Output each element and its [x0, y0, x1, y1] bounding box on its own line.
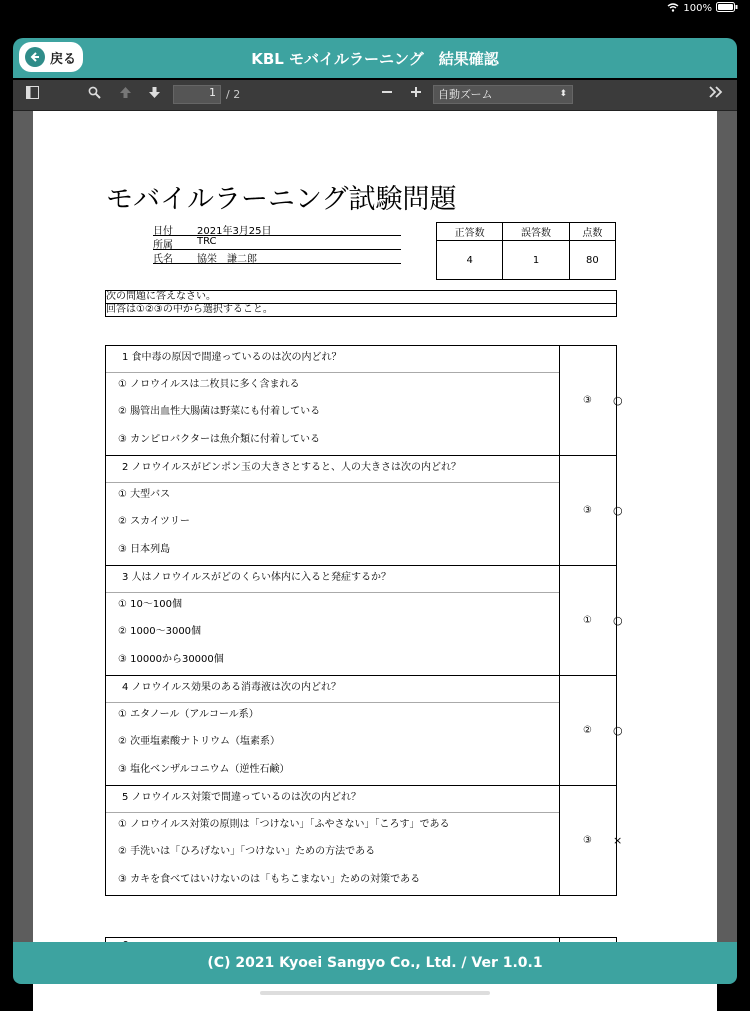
app-footer: [13, 942, 737, 984]
option: ② 手洗いは「ひろげない」「つけない」ための方法である: [118, 846, 376, 857]
option: ② 次亜塩素酸ナトリウム（塩素系）: [118, 736, 281, 747]
option: ② 腸管出血性大腸菌は野菜にも付着している: [118, 406, 321, 417]
score-header: 点数: [569, 223, 615, 241]
question-text: 4 ノロウイルス効果のある消毒液は次の内どれ？: [122, 682, 341, 693]
option: ③ 日本列島: [118, 544, 171, 555]
selected-answer: ②: [583, 725, 592, 736]
status-bar: [667, 2, 738, 15]
tools-menu-icon[interactable]: [709, 86, 723, 102]
question-block: [105, 345, 617, 456]
zoom-in-icon[interactable]: [410, 86, 422, 102]
battery-icon: [716, 2, 738, 15]
zoom-out-icon[interactable]: [381, 86, 393, 102]
result-mark: ○: [613, 614, 623, 627]
question-body: [106, 676, 560, 785]
result-mark: ×: [613, 834, 623, 847]
question-text: 3 人はノロウイルスがどのくらい体内に入ると発症するか？: [122, 572, 391, 583]
score-header: 誤答数: [503, 223, 569, 241]
option: ① エタノール（アルコール系）: [118, 709, 259, 720]
divider: [106, 372, 559, 373]
result-mark: ○: [613, 394, 623, 407]
info-value: 2021年3月25日: [197, 226, 272, 237]
instructions-box: [105, 290, 617, 317]
info-label: 日付: [153, 226, 173, 237]
info-value: 協栄 謙二郎: [197, 254, 257, 265]
previous-page-icon[interactable]: [119, 86, 132, 103]
option: ① ノロウイルス対策の原則は「つけない」「ふやさない」「ころす」である: [118, 819, 450, 830]
instruction-line: 回答は①②③の中から選択すること。: [106, 303, 616, 316]
selected-answer: ①: [583, 615, 592, 626]
option: ② スカイツリー: [118, 516, 190, 527]
divider: [106, 702, 559, 703]
correct-count: 4: [437, 241, 503, 280]
pdf-toolbar: [13, 80, 737, 111]
score-header: 正答数: [437, 223, 503, 241]
question-text: 2 ノロウイルスがピンポン玉の大きさとすると、人の大きさは次の内どれ？: [122, 462, 461, 473]
battery-percent: 100%: [683, 3, 712, 14]
examinee-info: [153, 222, 401, 264]
page-total: / 2: [226, 88, 241, 101]
copyright-text: (C) 2021 Kyoei Sangyo Co., Ltd. / Ver 1.0.1: [207, 955, 543, 971]
info-label: 氏名: [153, 254, 173, 265]
page-number-input[interactable]: 1: [173, 85, 221, 104]
selected-answer: ③: [583, 505, 592, 516]
result-mark: ○: [613, 504, 623, 517]
option: ① 大型バス: [118, 489, 171, 500]
selected-answer: ③: [583, 395, 592, 406]
chevron-updown-icon: ⬍: [559, 89, 567, 99]
option: ① 10～100個: [118, 599, 182, 610]
option: ③ 10000から30000個: [118, 654, 224, 665]
info-row: [153, 250, 401, 264]
home-indicator[interactable]: [260, 991, 490, 995]
question-block: [105, 565, 617, 676]
question-body: [106, 456, 560, 565]
sidebar-toggle-icon[interactable]: [26, 86, 39, 103]
instruction-line: 次の問題に答えなさい。: [106, 291, 216, 302]
divider: [106, 592, 559, 593]
search-icon[interactable]: [88, 86, 101, 103]
option: ② 1000～3000個: [118, 626, 202, 637]
question-body: [106, 566, 560, 675]
total-score: 80: [569, 241, 615, 280]
question-text: 1 食中毒の原因で間違っているのは次の内どれ？: [122, 352, 342, 363]
app-header: [13, 38, 737, 78]
question-body: [106, 786, 560, 895]
option: ① ノロウイルスは二枚貝に多く含まれる: [118, 379, 300, 390]
info-value: TRC: [197, 236, 217, 247]
app-title: KBL モバイルラーニング 結果確認: [251, 50, 499, 68]
question-block: [105, 675, 617, 786]
question-block: [105, 785, 617, 896]
document-title: モバイルラーニング試験問題: [106, 184, 457, 215]
wifi-icon: [667, 3, 679, 15]
question-body: [106, 346, 560, 455]
info-label: 所属: [153, 240, 173, 251]
selected-answer: ③: [583, 835, 592, 846]
score-table: [436, 222, 616, 280]
pdf-page: [33, 111, 717, 1011]
next-page-icon[interactable]: [148, 86, 161, 103]
info-row: [153, 222, 401, 236]
result-mark: ○: [613, 724, 623, 737]
back-label: 戻る: [50, 51, 77, 67]
divider: [106, 812, 559, 813]
incorrect-count: 1: [503, 241, 569, 280]
divider: [106, 482, 559, 483]
question-text: 5 ノロウイルス対策で間違っているのは次の内どれ？: [122, 792, 361, 803]
info-row: [153, 236, 401, 250]
option: ③ 塩化ベンザルコニウム（逆性石鹸）: [118, 764, 290, 775]
option: ③ カンピロバクターは魚介類に付着している: [118, 434, 320, 445]
question-block: [105, 455, 617, 566]
pdf-viewer[interactable]: [13, 111, 737, 942]
zoom-select[interactable]: [433, 85, 573, 104]
zoom-select-value: 自動ズーム: [438, 88, 493, 101]
option: ③ カキを食べてはいけないのは「もちこまない」ための対策である: [118, 874, 421, 885]
